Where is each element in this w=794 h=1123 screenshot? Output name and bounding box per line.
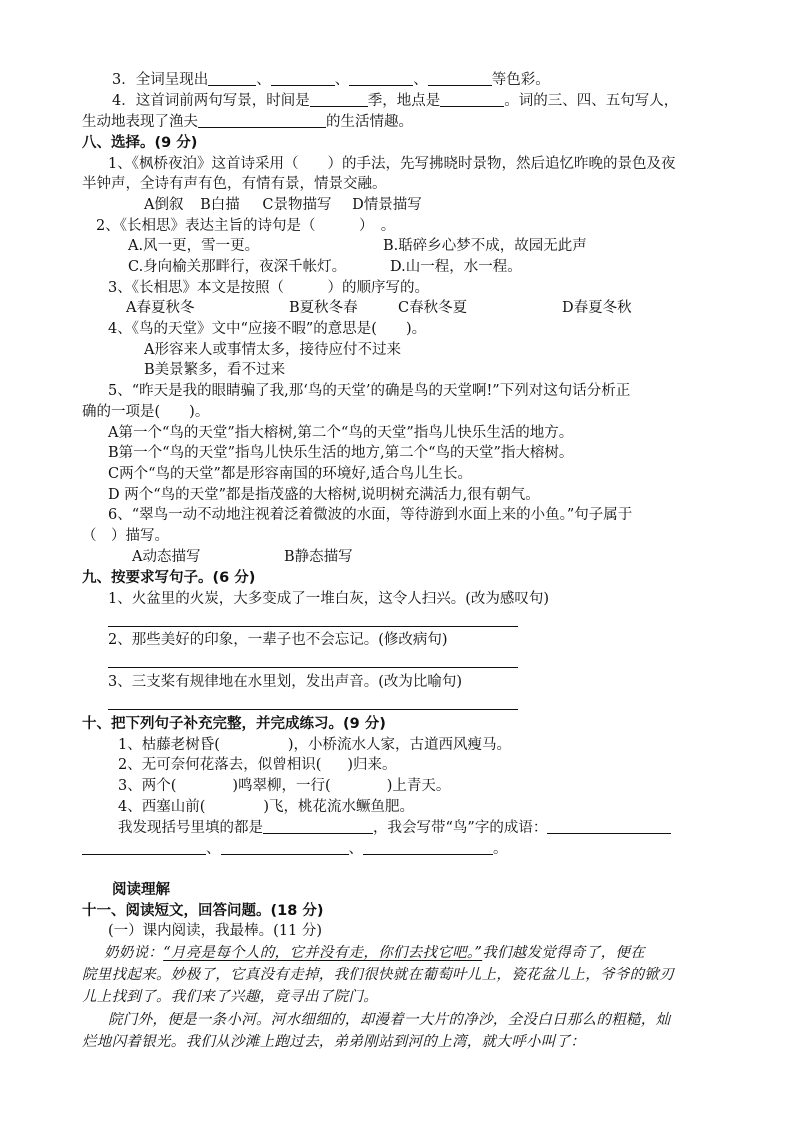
- answer-line[interactable]: [108, 667, 518, 668]
- blank[interactable]: [310, 91, 368, 107]
- blank[interactable]: [440, 91, 504, 107]
- q8-3-option-b[interactable]: B夏秋冬春: [289, 300, 358, 316]
- q8-5-option-d[interactable]: D 两个“鸟的天堂”都是指茂盛的大榕树,说明树充满活力,很有朝气。: [108, 487, 540, 503]
- q8-4-option-b[interactable]: B美景繁多，看不过来: [144, 362, 286, 378]
- q8-2-option-b[interactable]: B.聒碎乡心梦不成，故园无此声: [383, 238, 587, 254]
- section-8-title: 八、选择。(9 分): [82, 135, 198, 151]
- q8-6-line-1: 6、“翠鸟一动不动地注视着泛着微波的水面，等待游到水面上来的小鱼。”句子属于: [108, 507, 633, 523]
- q8-1-line-1: 1、《枫桥夜泊》这首诗采用（ ）的手法，先写拂晓时景物，然后追忆昨晚的景色及夜: [108, 156, 676, 172]
- q8-1-line-2: 半钟声，全诗有声有色，有情有景，情景交融。: [82, 176, 387, 192]
- q8-6-line-2: （ ）描写。: [82, 528, 169, 544]
- reading-subtitle: (一）课内阅读，我最棒。(11 分): [108, 923, 323, 939]
- passage-line-3: 儿上找到了。我们来了兴趣，竟寻出了院门。: [82, 989, 378, 1005]
- q8-3-option-a[interactable]: A春夏秋冬: [126, 300, 195, 316]
- q9-3: 3、三支桨有规律地在水里划，发出声音。(改为比喻句): [108, 674, 463, 690]
- q8-2-option-a[interactable]: A.风一更，雪一更。: [128, 238, 260, 254]
- option-d[interactable]: D情景描写: [352, 197, 422, 213]
- blank[interactable]: [198, 112, 326, 128]
- answer-line[interactable]: [108, 626, 518, 627]
- q8-1-options: [144, 195, 422, 215]
- q8-2: 2、《长相思》表达主旨的诗句是（ ） 。: [96, 218, 396, 234]
- q8-2-option-d[interactable]: D.山一程，水一程。: [390, 259, 522, 275]
- question-3-line: 3．全词呈现出 、 、 、 等色彩。: [112, 72, 550, 88]
- q10-1: 1、枯藤老树昏( )，小桥流水人家，古道西风瘦马。: [118, 737, 512, 753]
- blank[interactable]: [208, 70, 256, 86]
- option-c[interactable]: C景物描写: [262, 197, 332, 213]
- q10-2: 2、无可奈何花落去，似曾相识( )归来。: [118, 757, 397, 773]
- section-10-title: 十、把下列句子补充完整，并完成练习。(9 分): [82, 716, 386, 732]
- q9-1: 1、火盆里的火炭，大多变成了一堆白灰，这令人扫兴。(改为感叹句): [108, 591, 550, 607]
- q9-2: 2、那些美好的印象，一辈子也不会忘记。(修改病句): [108, 632, 448, 648]
- blank[interactable]: [363, 839, 493, 855]
- q8-5-line-2: 确的一项是( )。: [82, 404, 210, 420]
- blank[interactable]: [263, 818, 373, 834]
- blank[interactable]: [547, 818, 671, 834]
- q8-6-option-b[interactable]: B静态描写: [284, 549, 353, 565]
- q8-5-line-1: 5、“昨天是我的眼睛骗了我,那‘鸟的天堂’的确是鸟的天堂啊!”下列对这句话分析正: [108, 383, 631, 399]
- question-4-line-1: 4．这首词前两句写景，时间是 季，地点是 。词的三、四、五句写人，: [112, 93, 679, 109]
- q8-6-option-a[interactable]: A动态描写: [132, 549, 201, 565]
- q8-3-option-c[interactable]: C春秋冬夏: [398, 300, 468, 316]
- q8-3: 3、《长相思》本文是按照（ ）的顺序写的。: [108, 280, 429, 296]
- section-9-title: 九、按要求写句子。(6 分): [82, 570, 256, 586]
- q8-4: 4、《鸟的天堂》文中“应接不暇”的意思是( )。: [108, 321, 427, 337]
- q8-5-option-a[interactable]: A第一个“鸟的天堂”指大榕树,第二个“鸟的天堂”指鸟儿快乐生活的地方。: [108, 425, 574, 441]
- q8-2-option-c[interactable]: C.身向榆关那畔行，夜深千帐灯。: [128, 259, 347, 275]
- passage-line-5: 烂地闪着银光。我们从沙滩上跑过去，弟弟刚站到河的上湾，就大呼小叫了：: [82, 1034, 586, 1050]
- passage-line-4: 院门外，便是一条小河。河水细细的，却漫着一大片的净沙，全没白日那么的粗糙，灿: [108, 1012, 671, 1028]
- option-b[interactable]: B白描: [200, 197, 240, 213]
- quoted-sentence: “月亮是每个人的，它并没有走，你们去找它吧。”: [163, 945, 483, 961]
- q8-5-option-c[interactable]: C两个“鸟的天堂”都是形容南国的环境好,适合鸟儿生长。: [108, 466, 473, 482]
- q10-5-line-1: 我发现括号里填的都是 ，我会写带“鸟”字的成语：: [118, 818, 671, 838]
- blank[interactable]: [221, 839, 349, 855]
- passage-line-1: 奶奶说：“月亮是每个人的，它并没有走，你们去找它吧。”我们越发觉得奇了，便在: [104, 945, 645, 961]
- q10-5-line-2: 、 、 。: [82, 839, 508, 859]
- blank[interactable]: [271, 70, 335, 86]
- section-11-title: 十一、阅读短文，回答问题。(18 分): [82, 903, 324, 919]
- reading-heading: 阅读理解: [112, 882, 170, 898]
- option-a[interactable]: A倒叙: [144, 197, 184, 213]
- blank[interactable]: [349, 70, 413, 86]
- answer-line[interactable]: [108, 709, 518, 710]
- q10-4: 4、西塞山前( )飞，桃花流水鳜鱼肥。: [118, 799, 415, 815]
- q8-3-option-d[interactable]: D春夏冬秋: [562, 300, 632, 316]
- q10-3: 3、两个( )鸣翠柳，一行( )上青天。: [118, 778, 451, 794]
- blank[interactable]: [82, 839, 206, 855]
- passage-line-2: 院里找起来。妙极了，它真没有走掉，我们很快就在葡萄叶儿上，瓷花盆儿上，爷爷的锨刃: [82, 967, 674, 983]
- q8-5-option-b[interactable]: B第一个“鸟的天堂”指鸟儿快乐生活的地方,第二个“鸟的天堂”指大榕树。: [108, 445, 574, 461]
- q8-4-option-a[interactable]: A形容来人或事情太多，接待应付不过来: [144, 342, 401, 358]
- blank[interactable]: [428, 70, 492, 86]
- question-4-line-2: 生动地表现了渔夫 的生活情趣。: [82, 114, 413, 130]
